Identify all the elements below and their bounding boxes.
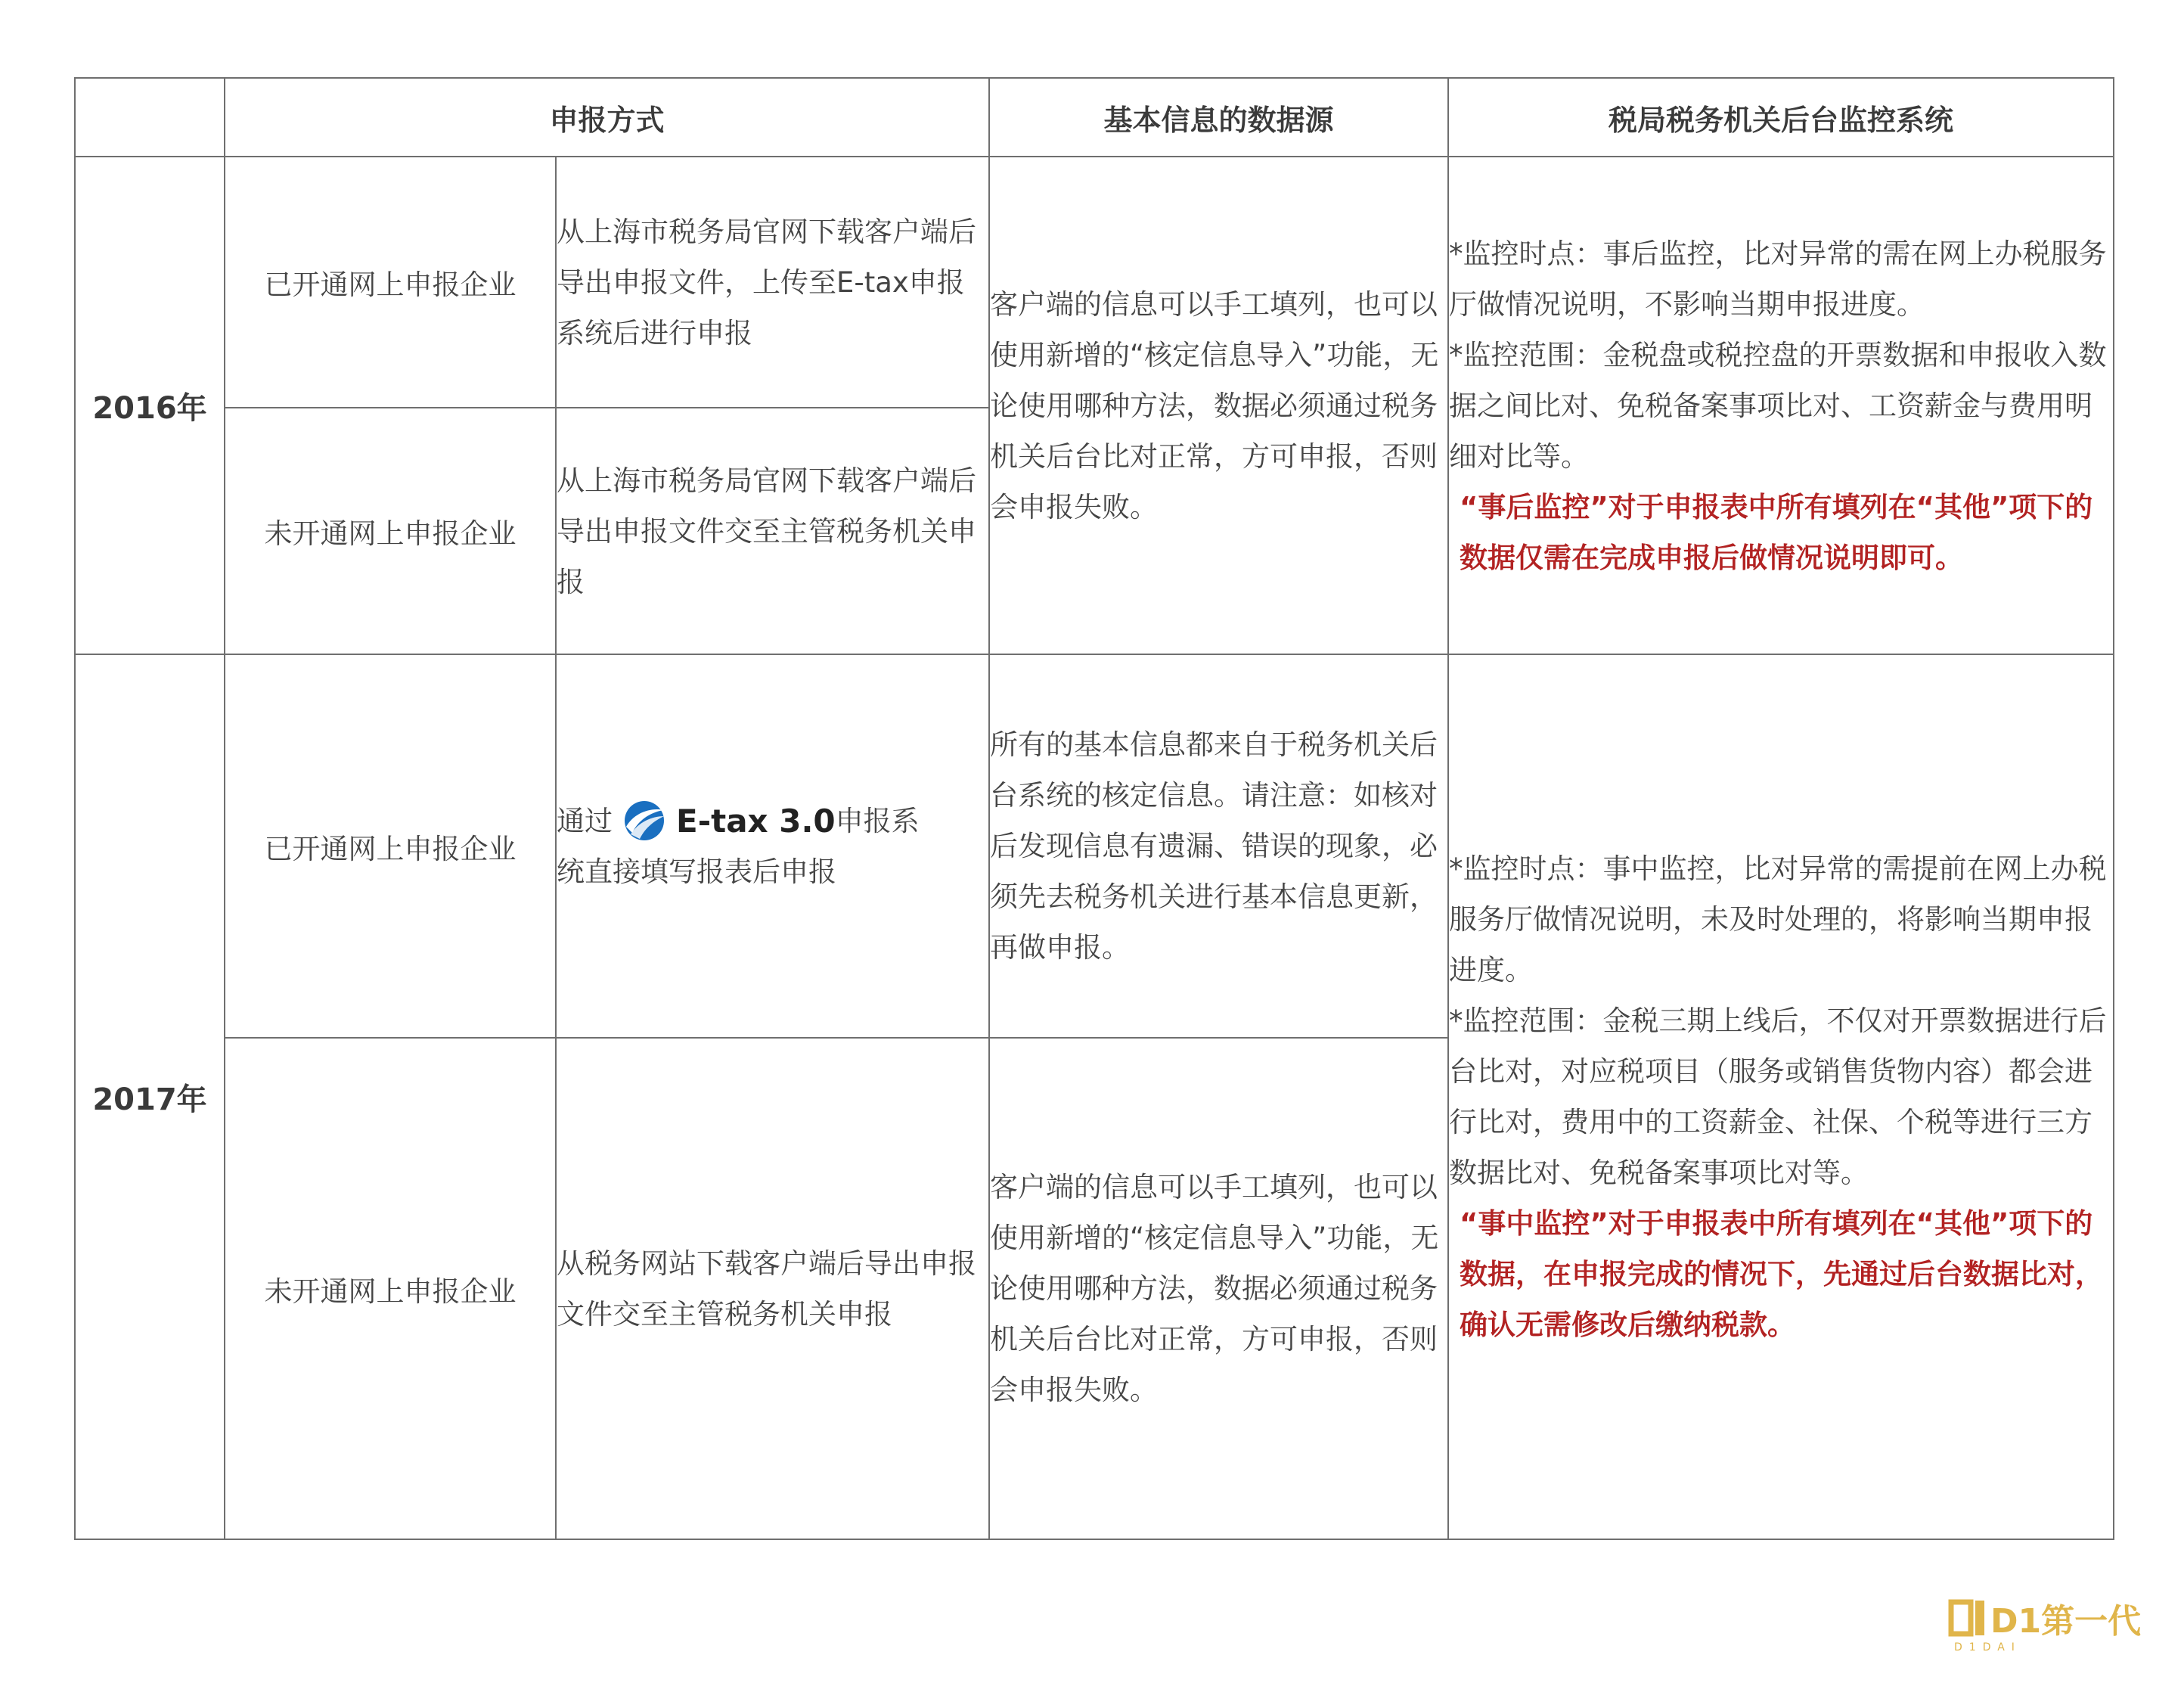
declaration-comparison-table	[74, 77, 2114, 1540]
header-row	[75, 78, 2114, 157]
type-2016-online: 已开通网上申报企业	[225, 157, 556, 408]
method-2017-suffix: 申报系	[835, 804, 920, 837]
etax-method-line	[557, 796, 988, 846]
method-2017-offline: 从税务网站下载客户端后导出申报文件交至主管税务机关申报	[556, 1038, 989, 1539]
header-source: 基本信息的数据源	[989, 78, 1448, 157]
row-2017-online	[75, 654, 2114, 1038]
header-method: 申报方式	[225, 78, 989, 157]
header-monitor: 税局税务机关后台监控系统	[1448, 78, 2114, 157]
d1dai-logo	[1950, 1595, 2142, 1655]
monitor-2017-scope: *监控范围：金税三期上线后，不仅对开票数据进行后台比对，对应税项目（服务或销售货物内容）都会进行比对，费用中的工资薪金、社保、个税等进行三方数据比对、免税备案事项比对等。	[1449, 1005, 2107, 1189]
row-2016-online	[75, 157, 2114, 408]
watermark-text: D1第一代	[1990, 1602, 2142, 1641]
type-2017-offline: 未开通网上申报企业	[225, 1038, 556, 1539]
monitor-2016-scope: *监控范围：金税盘或税控盘的开票数据和申报收入数据之间比对、免税备案事项比对、工资薪金与费用明细对比等。	[1449, 338, 2107, 473]
monitor-2016-time: *监控时点：事后监控，比对异常的需在网上办税服务厅做情况说明，不影响当期申报进度。	[1449, 237, 2107, 321]
method-2016-online: 从上海市税务局官网下载客户端后导出申报文件，上传至E-tax申报系统后进行申报	[556, 157, 989, 408]
year-2016: 2016年	[75, 157, 225, 654]
watermark-sub: D1DAI	[1954, 1641, 2021, 1654]
header-corner	[75, 78, 225, 157]
year-2017: 2017年	[75, 654, 225, 1539]
method-2016-offline: 从上海市税务局官网下载客户端后导出申报文件交至主管税务机关申报	[556, 408, 989, 654]
type-2017-online: 已开通网上申报企业	[225, 654, 556, 1038]
monitor-2016	[1448, 157, 2114, 654]
method-2017-line2: 统直接填写报表后申报	[557, 855, 836, 888]
type-2016-offline: 未开通网上申报企业	[225, 408, 556, 654]
method-2017-prefix: 通过	[557, 804, 613, 837]
monitor-2017-note: “事中监控”对于申报表中所有填列在“其他”项下的数据，在申报完成的情况下，先通过后台数据比对，确认无需修改后缴纳税款。	[1460, 1207, 2104, 1341]
source-2017-offline: 客户端的信息可以手工填列，也可以使用新增的“核定信息导入”功能，无论使用哪种方法，数据必须通过税务机关后台比对正常，方可申报，否则会申报失败。	[989, 1038, 1448, 1539]
source-2016: 客户端的信息可以手工填列，也可以使用新增的“核定信息导入”功能，无论使用哪种方法，数据必须通过税务机关后台比对正常，方可申报，否则会申报失败。	[989, 157, 1448, 654]
monitor-2017	[1448, 654, 2114, 1539]
monitor-2016-note: “事后监控”对于申报表中所有填列在“其他”项下的数据仅需在完成申报后做情况说明即可。	[1460, 490, 2093, 574]
method-2017-brand: E-tax 3.0	[676, 802, 836, 840]
monitor-2017-time: *监控时点：事中监控，比对异常的需提前在网上办税服务厅做情况说明，未及时处理的，将影响当期申报进度。	[1449, 852, 2107, 986]
etax-swoosh-icon	[623, 800, 665, 842]
method-2017-online	[556, 654, 989, 1038]
source-2017-online: 所有的基本信息都来自于税务机关后台系统的核定信息。请注意：如核对后发现信息有遗漏、错误的现象，必须先去税务机关进行基本信息更新，再做申报。	[989, 654, 1448, 1038]
